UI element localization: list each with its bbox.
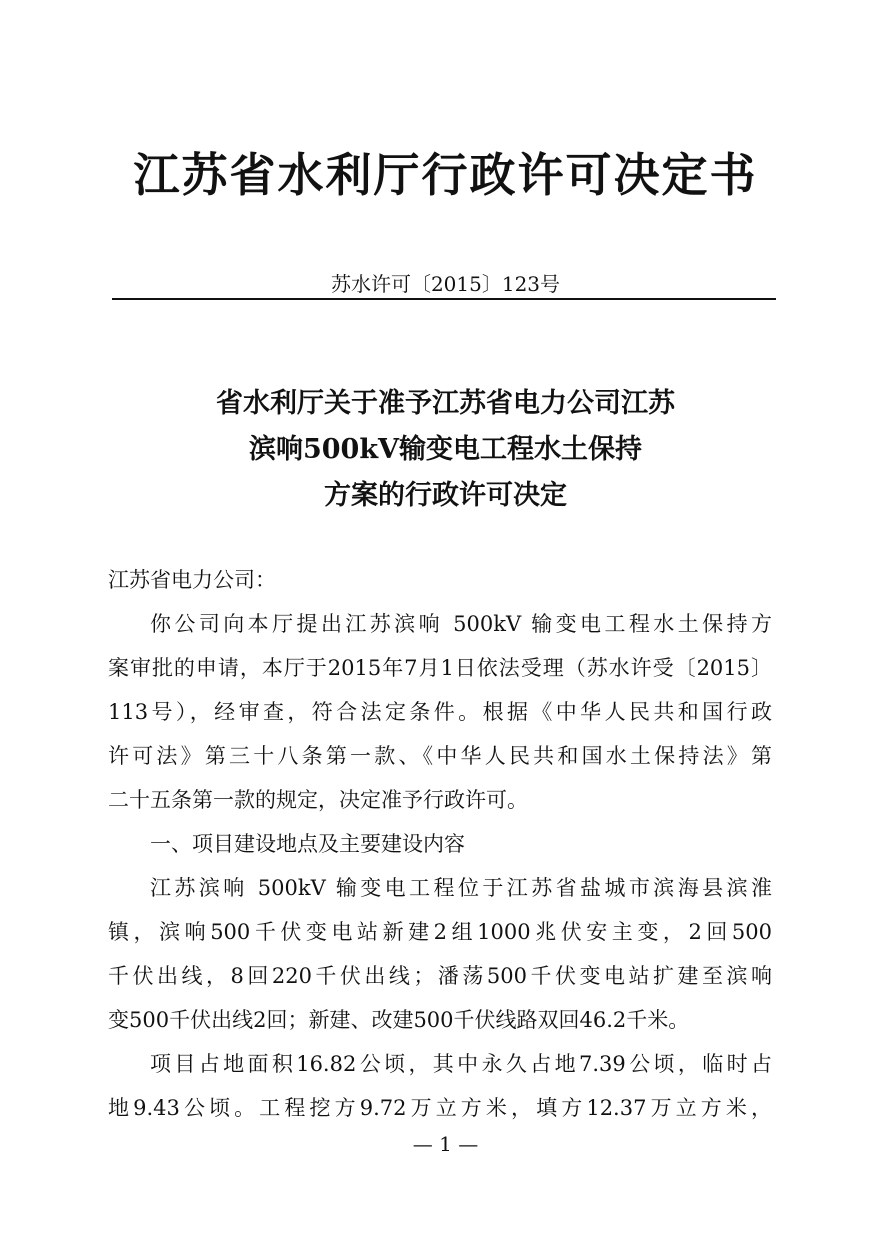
body-line: 许可法》第三十八条第一款、《中华人民共和国水土保持法》第 (108, 744, 772, 768)
subject-heading (0, 381, 891, 519)
document-title: 江苏省水利厅行政许可决定书 (133, 148, 758, 202)
body-line: 项目占地面积16.82公顷，其中永久占地7.39公顷，临时占 (150, 1052, 772, 1076)
body-line: 千伏出线，8回220千伏出线；潘荡500千伏变电站扩建至滨响 (108, 964, 772, 988)
body-line: 案审批的申请，本厅于2015年7月1日依法受理（苏水许受〔2015〕 (108, 656, 772, 680)
body-line: 镇，滨响500千伏变电站新建2组1000兆伏安主变，2回500 (108, 920, 772, 944)
addressee: 江苏省电力公司： (108, 568, 276, 592)
subject-line: 滨响500kV输变电工程水土保持 (248, 434, 642, 465)
section-heading: 一、项目建设地点及主要建设内容 (150, 832, 465, 856)
body-line: 113号），经审查，符合法定条件。根据《中华人民共和国行政 (108, 700, 772, 724)
document-number: 苏水许可〔2015〕123号 (330, 272, 561, 296)
document-body (108, 558, 772, 1130)
page-number: — 1 — (412, 1132, 479, 1156)
header-divider (112, 298, 776, 300)
body-line: 变500千伏出线2回；新建、改建500千伏线路双回46.2千米。 (108, 1008, 690, 1032)
body-line: 江苏滨响 500kV 输变电工程位于江苏省盐城市滨海县滨淮 (150, 876, 772, 900)
body-line: 地9.43公顷。工程挖方9.72万立方米，填方12.37万立方米， (108, 1096, 772, 1120)
body-line: 你公司向本厅提出江苏滨响 500kV 输变电工程水土保持方 (150, 612, 772, 636)
body-line: 二十五条第一款的规定，决定准予行政许可。 (108, 788, 528, 812)
subject-line: 省水利厅关于准予江苏省电力公司江苏 (216, 388, 675, 419)
subject-line: 方案的行政许可决定 (324, 480, 567, 511)
